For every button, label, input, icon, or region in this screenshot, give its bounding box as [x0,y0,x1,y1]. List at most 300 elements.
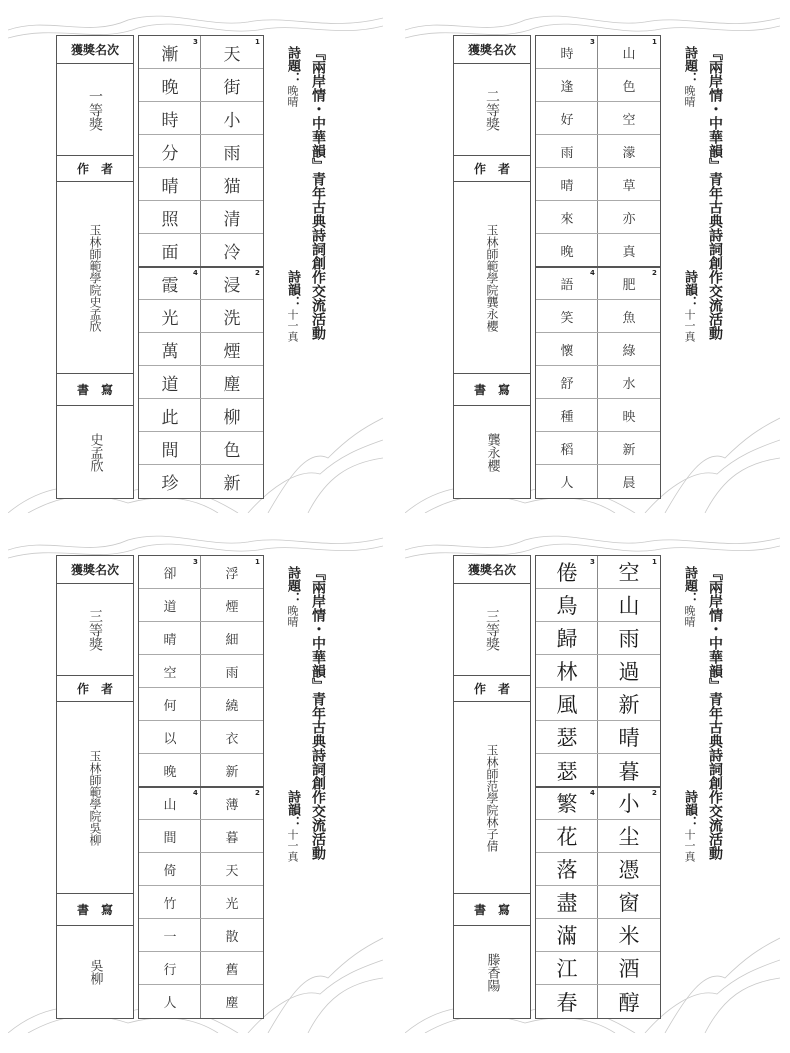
writer-label: 書 寫 [76,383,113,397]
poem-char: 新 [223,474,241,494]
poem-char-cell [139,69,201,102]
award-panel-2 [405,8,780,513]
poem-char: 間 [163,830,177,846]
poem-char: 何 [163,698,177,714]
poem-char: 晚 [163,765,177,780]
quatrain-number: 2 [255,269,260,277]
rank-value: 一等獎 [87,88,103,131]
poem-char-cell [598,589,660,622]
poem-char-cell [139,688,201,721]
poem-char: 晴 [618,726,640,750]
poem-char: 落 [556,858,578,882]
poem-char-cell [536,886,598,919]
author-value-box [57,182,133,374]
poem-char: 暮 [225,830,239,846]
poem-char: 真 [622,245,636,260]
poem-char-cell [139,787,201,820]
rhyme-label: 詩韻： [682,790,697,829]
writer-value-box [454,406,530,498]
writer-label: 書 寫 [473,383,510,397]
event-title: 『兩岸情・中華韻』青年古典詩詞創作交流活動 [310,566,326,860]
poem-grid [138,35,264,499]
poem-char-cell [536,399,598,432]
poem-char: 瑟 [556,759,578,784]
poem-char: 行 [163,962,177,978]
poem-char: 山 [163,797,177,813]
poem-char-cell [139,952,201,985]
poem-title-label: 詩題： [285,46,300,85]
poem-char-cell [598,622,660,655]
poem-char-cell [536,102,598,135]
poem-char: 街 [223,77,241,98]
quatrain-number: 3 [193,38,198,46]
rank-label: 獲獎名次 [70,563,119,577]
poem-char: 尘 [618,825,640,849]
poem-title-line [285,46,300,107]
poem-char: 新 [622,442,636,458]
poem-char-cell [598,36,660,69]
poem-char-cell [139,820,201,853]
poem-char: 滿 [556,924,578,948]
poem-char: 萬 [161,341,179,362]
poem-char: 林 [556,660,578,684]
poem-char: 春 [556,990,578,1015]
poem-char-cell [201,300,263,333]
poem-char-cell [598,688,660,721]
poem-title-line [682,566,697,627]
poem-char-cell [598,556,660,589]
poem-char: 光 [161,308,179,329]
poem-char-cell [201,135,263,168]
poem-char: 空 [163,665,177,681]
poem-char: 空 [622,112,636,128]
entry-info-column [56,555,134,1019]
poem-char-cell [536,333,598,366]
poem-char: 卻 [163,566,177,582]
poem-char: 舊 [225,962,239,978]
poem-char-cell [598,754,660,787]
poem-char-cell [139,201,201,234]
poem-char-cell [536,952,598,985]
poem-char: 以 [163,731,177,747]
author-label-box [57,156,133,182]
poem-title-value: 晚晴 [683,605,696,627]
quatrain-number: 4 [193,269,198,277]
author-label: 作 者 [473,682,510,696]
poem-char: 雨 [618,627,640,651]
poem-char: 照 [161,209,179,230]
poem-char-cell [598,432,660,465]
poem-char: 時 [161,110,179,131]
poem-char: 柳 [223,407,241,428]
poem-char-cell [201,853,263,886]
poem-char-cell [139,622,201,655]
poem-char: 細 [225,632,239,648]
poem-char: 雨 [225,665,239,681]
quatrain-number: 4 [590,789,595,797]
poem-char-cell [201,465,263,498]
poem-char: 魚 [622,310,636,326]
author-label: 作 者 [473,162,510,176]
poem-char-cell [201,589,263,622]
poem-char: 清 [223,209,241,230]
poem-char-cell [536,754,598,787]
poem-char: 小 [223,110,241,131]
poem-char-cell [139,168,201,201]
poem-char-cell [536,168,598,201]
rank-label-box [57,36,133,64]
rhyme-label: 詩韻： [682,270,697,309]
author-value-box [454,182,530,374]
poem-char-cell [536,919,598,952]
poem-char: 珍 [161,474,179,494]
poem-char-cell [139,655,201,688]
rank-value-box [57,64,133,156]
poem-char: 鳥 [556,594,578,618]
poem-char: 過 [618,660,640,684]
poem-char-cell [536,688,598,721]
rhyme-line [285,270,300,342]
poem-char-cell [139,102,201,135]
poem-char-cell [201,333,263,366]
poem-char-cell [139,432,201,465]
poem-char: 晴 [560,178,574,194]
entry-info-column [453,35,531,499]
poem-char-cell [139,465,201,498]
rhyme-value: 十一真 [683,309,696,342]
poem-char-cell [139,36,201,69]
rank-value: 二等獎 [484,88,500,131]
poem-char-cell [139,135,201,168]
poem-char-cell [536,853,598,886]
poem-grid [138,555,264,1019]
poem-char: 浸 [223,275,241,296]
quatrain-number: 2 [652,789,657,797]
poem-char-cell [536,432,598,465]
poem-char-cell [201,366,263,399]
rank-value-box [454,64,530,156]
poem-char-cell [536,201,598,234]
poem-grid [535,35,661,499]
event-title: 『兩岸情・中華韻』青年古典詩詞創作交流活動 [310,46,326,340]
poem-char: 塵 [225,996,239,1011]
poem-char-cell [536,465,598,498]
poem-char-cell [536,556,598,589]
poem-char: 人 [560,476,574,491]
poem-char-cell [139,556,201,589]
poem-char-cell [201,985,263,1018]
rhyme-line [682,270,697,342]
poem-char-cell [201,688,263,721]
rank-value: 三等獎 [87,608,103,651]
poem-char-cell [139,267,201,300]
poem-char: 此 [161,407,179,428]
quatrain-number: 1 [255,38,260,46]
author-value: 玉林師範學院吳柳 [88,749,102,846]
poem-char: 懷 [560,343,574,359]
poem-char-cell [536,366,598,399]
rank-label: 獲獎名次 [467,563,516,577]
rhyme-value: 十一真 [286,309,299,342]
author-label-box [454,156,530,182]
poem-char-cell [139,886,201,919]
poem-char-cell [139,985,201,1018]
poem-char-cell [201,201,263,234]
poem-char-cell [598,135,660,168]
poem-char: 洗 [223,308,241,329]
writer-label-box [454,374,530,406]
poem-char: 衣 [225,731,239,747]
rank-value-box [454,584,530,676]
poem-char: 面 [161,243,179,263]
rank-label: 獲獎名次 [467,43,516,57]
rank-label: 獲獎名次 [70,43,119,57]
poem-char-cell [598,300,660,333]
poem-char: 雨 [560,145,574,161]
poem-char: 光 [225,896,239,912]
poem-char-cell [201,234,263,267]
quatrain-number: 3 [193,558,198,566]
writer-value: 史孟欣 [87,432,103,472]
award-panel-1 [8,8,383,513]
quatrain-number: 2 [255,789,260,797]
rhyme-value: 十一真 [683,829,696,862]
quatrain-number: 3 [590,558,595,566]
poem-title-value: 晚晴 [683,85,696,107]
poem-char: 道 [163,599,177,615]
author-value-box [454,702,530,894]
poem-char-cell [201,787,263,820]
poem-char-cell [201,267,263,300]
poem-char: 風 [556,693,578,717]
poem-char: 散 [225,929,239,945]
poem-char: 色 [622,79,636,95]
award-panel-4 [405,528,780,1033]
poem-char: 倦 [556,561,578,585]
poem-char-cell [598,952,660,985]
poem-char: 濛 [622,145,636,161]
poem-char-cell [201,886,263,919]
poem-char-cell [598,919,660,952]
poem-char: 舒 [560,376,574,392]
poem-char: 稻 [560,442,574,458]
writer-label: 書 寫 [76,903,113,917]
poem-char: 綠 [622,343,636,359]
poem-char: 道 [161,374,179,395]
author-value: 玉林師範學院史孟欣 [88,223,102,332]
poem-char: 花 [556,825,578,849]
poem-char-cell [139,919,201,952]
poem-char-cell [536,787,598,820]
quatrain-number: 1 [652,38,657,46]
writer-value: 滕香陽 [484,952,500,992]
poem-char-cell [598,787,660,820]
rank-value: 三等獎 [484,608,500,651]
rhyme-label: 詩韻： [285,790,300,829]
poem-char-cell [139,333,201,366]
entry-info-column [453,555,531,1019]
poem-char: 盡 [556,891,578,915]
rhyme-line [682,790,697,862]
poem-char: 山 [618,594,640,618]
poem-char: 窗 [618,891,640,915]
rhyme-label: 詩韻： [285,270,300,309]
rank-label-box [454,556,530,584]
entry-info-column [56,35,134,499]
poem-char-cell [201,168,263,201]
poem-char: 竹 [163,896,177,912]
poem-char-cell [536,69,598,102]
poem-char-cell [139,721,201,754]
poem-char: 煙 [225,599,239,615]
poem-title-line [285,566,300,627]
poem-char: 小 [618,792,640,816]
poem-char-cell [139,300,201,333]
quatrain-number: 2 [652,269,657,277]
poem-char-cell [598,102,660,135]
poem-char-cell [598,399,660,432]
poem-char: 好 [560,112,574,128]
poem-char-cell [201,952,263,985]
poem-char-cell [536,36,598,69]
poem-char: 亦 [622,211,636,227]
poem-char: 水 [622,376,636,392]
poem-char-cell [201,919,263,952]
writer-label-box [57,894,133,926]
poem-char-cell [201,556,263,589]
poem-char-cell [139,366,201,399]
poem-char: 瑟 [556,726,578,750]
poem-char-cell [536,985,598,1018]
poem-char: 時 [560,46,574,62]
poem-title-line [682,46,697,107]
poem-char-cell [139,754,201,787]
poem-char: 肥 [622,277,636,293]
rank-label-box [57,556,133,584]
poem-char-cell [536,721,598,754]
poem-char-cell [536,589,598,622]
poem-title-value: 晚晴 [286,85,299,107]
quatrain-number: 4 [193,789,198,797]
event-title: 『兩岸情・中華韻』青年古典詩詞創作交流活動 [707,566,723,860]
poem-title-label: 詩題： [682,46,697,85]
writer-label-box [57,374,133,406]
writer-value-box [57,406,133,498]
quatrain-number: 1 [255,558,260,566]
poem-char: 語 [560,277,574,293]
author-value-box [57,702,133,894]
poem-char-cell [139,234,201,267]
poem-char-cell [598,267,660,300]
award-panel-3 [8,528,383,1033]
poem-char: 塵 [223,374,241,395]
poem-char: 人 [163,996,177,1011]
poem-char: 新 [618,693,640,717]
poem-char: 來 [560,211,574,227]
poem-title-label: 詩題： [285,566,300,605]
author-label: 作 者 [76,682,113,696]
poem-char-cell [598,820,660,853]
poem-char-cell [201,69,263,102]
poem-char-cell [201,754,263,787]
poem-char: 歸 [556,627,578,651]
poem-char-cell [201,102,263,135]
poem-char-cell [598,69,660,102]
poem-char: 晴 [161,176,179,197]
poem-char: 倚 [163,863,177,879]
poem-char: 色 [223,440,241,461]
event-title: 『兩岸情・中華韻』青年古典詩詞創作交流活動 [707,46,723,340]
poem-char: 雨 [223,143,241,164]
rhyme-value: 十一真 [286,829,299,862]
poem-char: 笑 [560,310,574,326]
author-label-box [57,676,133,702]
writer-label: 書 寫 [473,903,510,917]
poem-char: 晴 [163,632,177,648]
poem-char-cell [139,589,201,622]
poem-char-cell [201,820,263,853]
poem-char: 映 [622,409,636,425]
poem-char: 江 [556,957,578,981]
writer-value: 龔永櫻 [484,432,500,472]
poem-char-cell [598,985,660,1018]
rhyme-line [285,790,300,862]
poem-char: 繞 [225,698,239,714]
poem-title-label: 詩題： [682,566,697,605]
poem-char-cell [598,168,660,201]
poem-char: 醇 [618,990,640,1015]
poem-char: 天 [223,44,241,65]
poem-char-cell [598,886,660,919]
quatrain-number: 1 [652,558,657,566]
writer-value-box [454,926,530,1018]
poem-char-cell [536,234,598,267]
poem-char: 草 [622,178,636,194]
poem-char: 晚 [560,245,574,260]
author-label: 作 者 [76,162,113,176]
poem-char-cell [598,366,660,399]
poem-char: 漸 [161,44,179,65]
poem-char: 猫 [223,176,241,197]
poem-char-cell [598,201,660,234]
poem-char: 天 [225,863,239,879]
poem-char-cell [536,655,598,688]
quatrain-number: 4 [590,269,595,277]
poem-char-cell [536,622,598,655]
poem-char-cell [536,267,598,300]
poem-grid [535,555,661,1019]
poem-char-cell [598,465,660,498]
poem-char: 暮 [618,759,640,784]
poem-char: 薄 [225,797,239,813]
poem-char-cell [536,135,598,168]
writer-value-box [57,926,133,1018]
poem-char-cell [598,853,660,886]
poem-char: 新 [225,765,239,780]
poem-char: 冷 [223,243,241,263]
poem-char-cell [139,853,201,886]
poem-char-cell [201,36,263,69]
poem-char: 浮 [225,566,239,582]
poem-char: 空 [618,561,640,585]
author-label-box [454,676,530,702]
poem-char: 煙 [223,341,241,362]
poem-char-cell [536,820,598,853]
poem-char-cell [598,333,660,366]
poem-char: 種 [560,409,574,425]
rank-label-box [454,36,530,64]
quatrain-number: 3 [590,38,595,46]
